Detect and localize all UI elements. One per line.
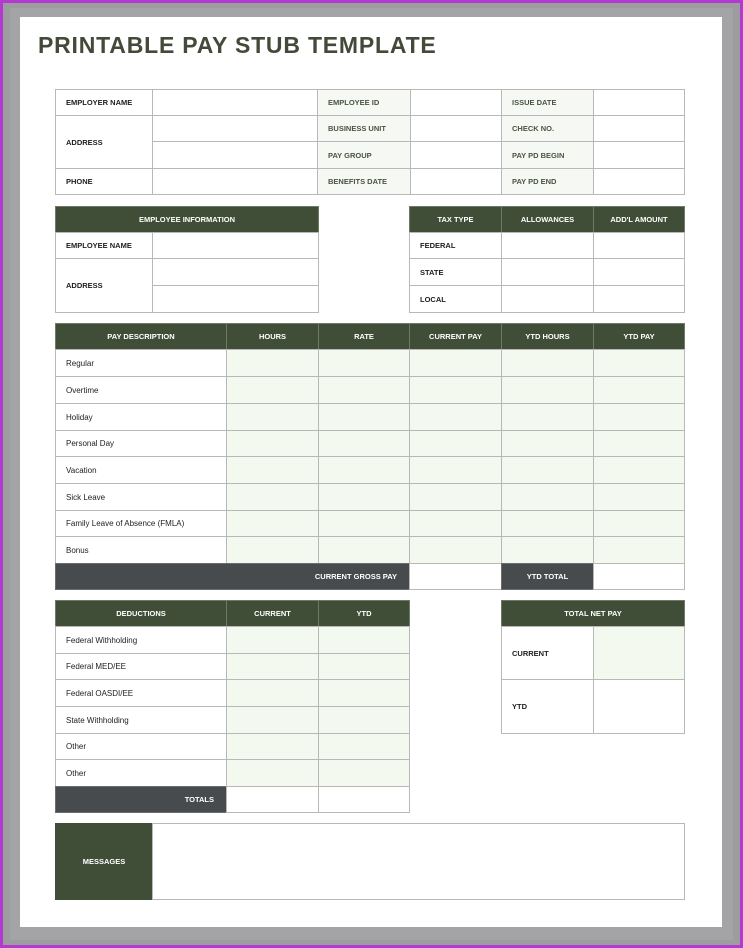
employee-name-field[interactable] (152, 232, 319, 259)
deduction-row-ytd[interactable] (318, 733, 410, 760)
pay-row-rate[interactable] (318, 403, 410, 431)
employee-address-field-1[interactable] (152, 258, 319, 286)
employer-name-field[interactable] (152, 89, 318, 116)
deductions-current-header: CURRENT (226, 600, 319, 627)
business-unit-label: BUSINESS UNIT (317, 115, 411, 142)
pay-row-current-pay[interactable] (409, 456, 502, 484)
deduction-row-label: State Withholding (55, 706, 227, 734)
totals-current-field[interactable] (226, 786, 319, 813)
page-title: PRINTABLE PAY STUB TEMPLATE (38, 32, 437, 58)
tax-row-state-amount[interactable] (593, 258, 685, 286)
pay-row-rate[interactable] (318, 483, 410, 511)
pay-row-ytd-pay[interactable] (593, 510, 685, 537)
deduction-row-ytd[interactable] (318, 759, 410, 787)
pay-pd-end-label: PAY PD END (501, 168, 594, 195)
pay-row-label: Vacation (55, 456, 227, 484)
pay-row-current-pay[interactable] (409, 403, 502, 431)
deduction-row-label: Federal Withholding (55, 626, 227, 654)
addl-amount-header: ADD'L AMOUNT (593, 206, 685, 233)
deduction-row-ytd[interactable] (318, 706, 410, 734)
tax-row-federal-allowances[interactable] (501, 232, 594, 259)
ytd-total-field[interactable] (593, 563, 685, 590)
pay-row-ytd-pay[interactable] (593, 349, 685, 377)
pay-row-ytd-pay[interactable] (593, 430, 685, 457)
totals-ytd-field[interactable] (318, 786, 410, 813)
pay-row-label: Regular (55, 349, 227, 377)
benefits-date-label: BENEFITS DATE (317, 168, 411, 195)
deduction-row-current[interactable] (226, 759, 319, 787)
messages-field[interactable] (152, 823, 685, 900)
pay-group-field[interactable] (410, 141, 502, 169)
rate-header: RATE (318, 323, 410, 350)
pay-row-label: Sick Leave (55, 483, 227, 511)
ytd-hours-header: YTD HOURS (501, 323, 594, 350)
pay-row-ytd-pay[interactable] (593, 403, 685, 431)
pay-row-ytd-pay[interactable] (593, 536, 685, 564)
business-unit-field[interactable] (410, 115, 502, 142)
deduction-row-ytd[interactable] (318, 653, 410, 680)
pay-row-current-pay[interactable] (409, 536, 502, 564)
pay-row-ytd-hours[interactable] (501, 376, 594, 404)
pay-row-hours[interactable] (226, 376, 319, 404)
messages-label: MESSAGES (55, 823, 153, 900)
employer-name-label: EMPLOYER NAME (55, 89, 153, 116)
net-pay-current-label: CURRENT (501, 626, 594, 680)
pay-row-rate[interactable] (318, 349, 410, 377)
tax-row-federal-label: FEDERAL (409, 232, 502, 259)
employer-address-field-2[interactable] (152, 141, 318, 169)
pay-row-ytd-pay[interactable] (593, 456, 685, 484)
deduction-row-label: Federal MED/EE (55, 653, 227, 680)
pay-row-hours[interactable] (226, 430, 319, 457)
net-pay-current-field[interactable] (593, 626, 685, 680)
phone-label: PHONE (55, 168, 153, 195)
deduction-row-current[interactable] (226, 706, 319, 734)
pay-row-hours[interactable] (226, 483, 319, 511)
deduction-row-current[interactable] (226, 733, 319, 760)
pay-row-ytd-pay[interactable] (593, 483, 685, 511)
pay-row-rate[interactable] (318, 456, 410, 484)
pay-row-current-pay[interactable] (409, 376, 502, 404)
ytd-pay-header: YTD PAY (593, 323, 685, 350)
hours-header: HOURS (226, 323, 319, 350)
current-pay-header: CURRENT PAY (409, 323, 502, 350)
deduction-row-current[interactable] (226, 626, 319, 654)
pay-row-label: Family Leave of Absence (FMLA) (55, 510, 227, 537)
pay-group-label: PAY GROUP (317, 141, 411, 169)
pay-row-current-pay[interactable] (409, 483, 502, 511)
pay-row-ytd-hours[interactable] (501, 510, 594, 537)
phone-field[interactable] (152, 168, 318, 195)
employee-id-label: EMPLOYEE ID (317, 89, 411, 116)
pay-row-rate[interactable] (318, 536, 410, 564)
tax-row-state-label: STATE (409, 258, 502, 286)
employee-address-label: ADDRESS (55, 258, 153, 313)
pay-pd-end-field[interactable] (593, 168, 685, 195)
employee-name-label: EMPLOYEE NAME (55, 232, 153, 259)
totals-label: TOTALS (55, 786, 227, 813)
deduction-row-label: Other (55, 733, 227, 760)
deduction-row-current[interactable] (226, 679, 319, 707)
pay-pd-begin-field[interactable] (593, 141, 685, 169)
pay-row-ytd-hours[interactable] (501, 536, 594, 564)
current-gross-pay-label: CURRENT GROSS PAY (55, 563, 410, 590)
pay-row-hours[interactable] (226, 403, 319, 431)
pay-row-current-pay[interactable] (409, 430, 502, 457)
employer-address-label: ADDRESS (55, 115, 153, 169)
pay-row-rate[interactable] (318, 376, 410, 404)
deduction-row-current[interactable] (226, 653, 319, 680)
tax-row-local-label: LOCAL (409, 285, 502, 313)
pay-row-hours[interactable] (226, 349, 319, 377)
pay-row-rate[interactable] (318, 430, 410, 457)
pay-row-hours[interactable] (226, 510, 319, 537)
pay-description-header: PAY DESCRIPTION (55, 323, 227, 350)
employee-address-field-2[interactable] (152, 285, 319, 313)
tax-row-local-allowances[interactable] (501, 285, 594, 313)
pay-row-current-pay[interactable] (409, 510, 502, 537)
pay-pd-begin-label: PAY PD BEGIN (501, 141, 594, 169)
check-no-field[interactable] (593, 115, 685, 142)
ytd-total-label: YTD TOTAL (501, 563, 594, 590)
net-pay-ytd-field[interactable] (593, 679, 685, 734)
pay-row-hours[interactable] (226, 536, 319, 564)
pay-row-rate[interactable] (318, 510, 410, 537)
deduction-row-label: Federal OASDI/EE (55, 679, 227, 707)
deduction-row-ytd[interactable] (318, 626, 410, 654)
pay-row-label: Holiday (55, 403, 227, 431)
pay-row-label: Bonus (55, 536, 227, 564)
pay-row-ytd-hours[interactable] (501, 403, 594, 431)
tax-row-state-allowances[interactable] (501, 258, 594, 286)
pay-row-ytd-hours[interactable] (501, 456, 594, 484)
deduction-row-label: Other (55, 759, 227, 787)
tax-type-header: TAX TYPE (409, 206, 502, 233)
current-gross-pay-field[interactable] (409, 563, 502, 590)
employee-information-heading: EMPLOYEE INFORMATION (55, 206, 319, 233)
pay-row-label: Overtime (55, 376, 227, 404)
issue-date-field[interactable] (593, 89, 685, 116)
pay-row-current-pay[interactable] (409, 349, 502, 377)
issue-date-label: ISSUE DATE (501, 89, 594, 116)
employee-id-field[interactable] (410, 89, 502, 116)
pay-row-hours[interactable] (226, 456, 319, 484)
employer-address-field-1[interactable] (152, 115, 318, 142)
pay-row-ytd-hours[interactable] (501, 349, 594, 377)
pay-row-label: Personal Day (55, 430, 227, 457)
tax-row-local-amount[interactable] (593, 285, 685, 313)
benefits-date-field[interactable] (410, 168, 502, 195)
allowances-header: ALLOWANCES (501, 206, 594, 233)
total-net-pay-header: TOTAL NET PAY (501, 600, 685, 627)
pay-row-ytd-hours[interactable] (501, 430, 594, 457)
check-no-label: CHECK NO. (501, 115, 594, 142)
net-pay-ytd-label: YTD (501, 679, 594, 734)
tax-row-federal-amount[interactable] (593, 232, 685, 259)
deductions-header: DEDUCTIONS (55, 600, 227, 627)
pay-row-ytd-pay[interactable] (593, 376, 685, 404)
deduction-row-ytd[interactable] (318, 679, 410, 707)
pay-row-ytd-hours[interactable] (501, 483, 594, 511)
deductions-ytd-header: YTD (318, 600, 410, 627)
